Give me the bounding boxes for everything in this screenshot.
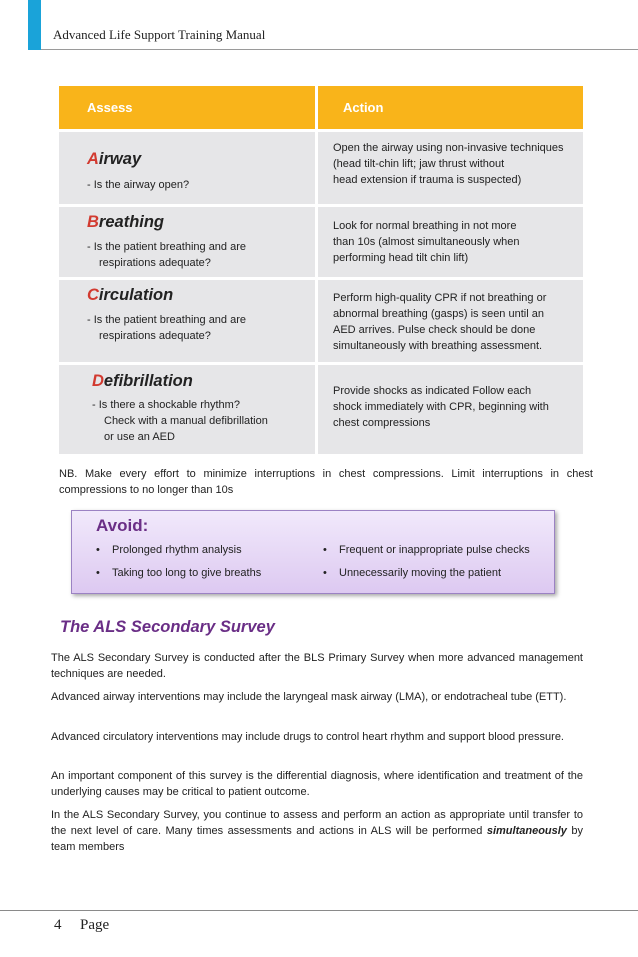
assess-cell-breathing xyxy=(59,207,315,277)
section-title: The ALS Secondary Survey xyxy=(60,618,275,636)
circulation-action-line: simultaneously with breathing assessment. xyxy=(333,340,543,352)
body-paragraph: An important component of this survey is the differential diagnosis, where identification and treatment of the underlying causes may be critical to patient outcome. xyxy=(51,770,583,798)
defibrillation-title: Defibrillation xyxy=(92,372,193,390)
assess-cell-airway xyxy=(59,132,315,204)
breathing-action-line: than 10s (almost simultaneously when xyxy=(333,236,520,248)
assess-column-header: Assess xyxy=(59,86,315,129)
action-cell-airway xyxy=(318,132,583,204)
header-accent-bar xyxy=(28,0,41,50)
breathing-action-line: performing head tilt chin lift) xyxy=(333,252,469,264)
breathing-action-line: Look for normal breathing in not more xyxy=(333,220,517,232)
assess-cell-circulation xyxy=(59,280,315,362)
page-number: 4 xyxy=(54,917,62,933)
footer-rule xyxy=(0,910,638,911)
airway-action-line: Open the airway using non-invasive techniques xyxy=(333,142,564,154)
airway-title: Airway xyxy=(87,150,142,168)
defibrillation-action-line: chest compressions xyxy=(333,417,431,429)
circulation-question: - Is the patient breathing and are respirations adequate? xyxy=(87,314,246,342)
nb-note: NB. Make every effort to minimize interruptions in chest compressions. Limit interruptions in chest compressions to no longer than 10s xyxy=(59,468,593,496)
header-rule xyxy=(41,49,638,50)
airway-question: - Is the airway open? xyxy=(87,179,190,191)
circulation-action-line: AED arrives. Pulse check should be done xyxy=(333,324,536,336)
defibrillation-action-line: Provide shocks as indicated Follow each xyxy=(333,385,532,397)
circulation-action-line: Perform high-quality CPR if not breathing or xyxy=(333,292,547,304)
airway-action-line: (head tilt-chin lift; jaw thrust without xyxy=(333,158,505,170)
body-paragraph-last: In the ALS Secondary Survey, you continue to assess and perform an action as appropriate until transfer to the next level of care. Many times assessments and actions in ALS will be performed simultaneously by team members xyxy=(51,809,583,853)
page-label: Page xyxy=(80,917,110,933)
body-paragraph: Advanced circulatory interventions may include drugs to control heart rhythm and support blood pressure. xyxy=(51,731,564,743)
action-cell-circulation xyxy=(318,280,583,362)
action-column-header: Action xyxy=(318,86,583,129)
action-cell-defibrillation xyxy=(318,365,583,454)
circulation-title: Circulation xyxy=(87,286,174,304)
circulation-action-line: abnormal breathing (gasps) is seen until an xyxy=(333,308,544,320)
running-header-title: Advanced Life Support Training Manual xyxy=(53,27,266,42)
body-paragraph: Advanced airway interventions may include the laryngeal mask airway (LMA), or endotracheal tube (ETT). xyxy=(51,691,567,703)
breathing-question: - Is the patient breathing and are respirations adequate? xyxy=(87,241,246,269)
action-cell-breathing xyxy=(318,207,583,277)
avoid-title: Avoid: xyxy=(96,516,149,535)
body-paragraph: The ALS Secondary Survey is conducted after the BLS Primary Survey when more advanced management techniques are needed. xyxy=(51,652,583,680)
breathing-title: Breathing xyxy=(87,213,165,231)
defibrillation-action-line: shock immediately with CPR, beginning with xyxy=(333,401,549,413)
airway-action-line: head extension if trauma is suspected) xyxy=(333,174,522,186)
emphasis-simultaneously: simultaneously xyxy=(486,825,567,837)
avoid-box: Avoid: • Prolonged rhythm analysis • Frequent or inappropriate pulse checks • Taking too long to give breaths • Unnecessarily moving the patient xyxy=(71,510,555,594)
defibrillation-question: - Is there a shockable rhythm? Check with a manual defibrillation or use an AED xyxy=(92,399,268,443)
assess-cell-defibrillation xyxy=(59,365,315,454)
